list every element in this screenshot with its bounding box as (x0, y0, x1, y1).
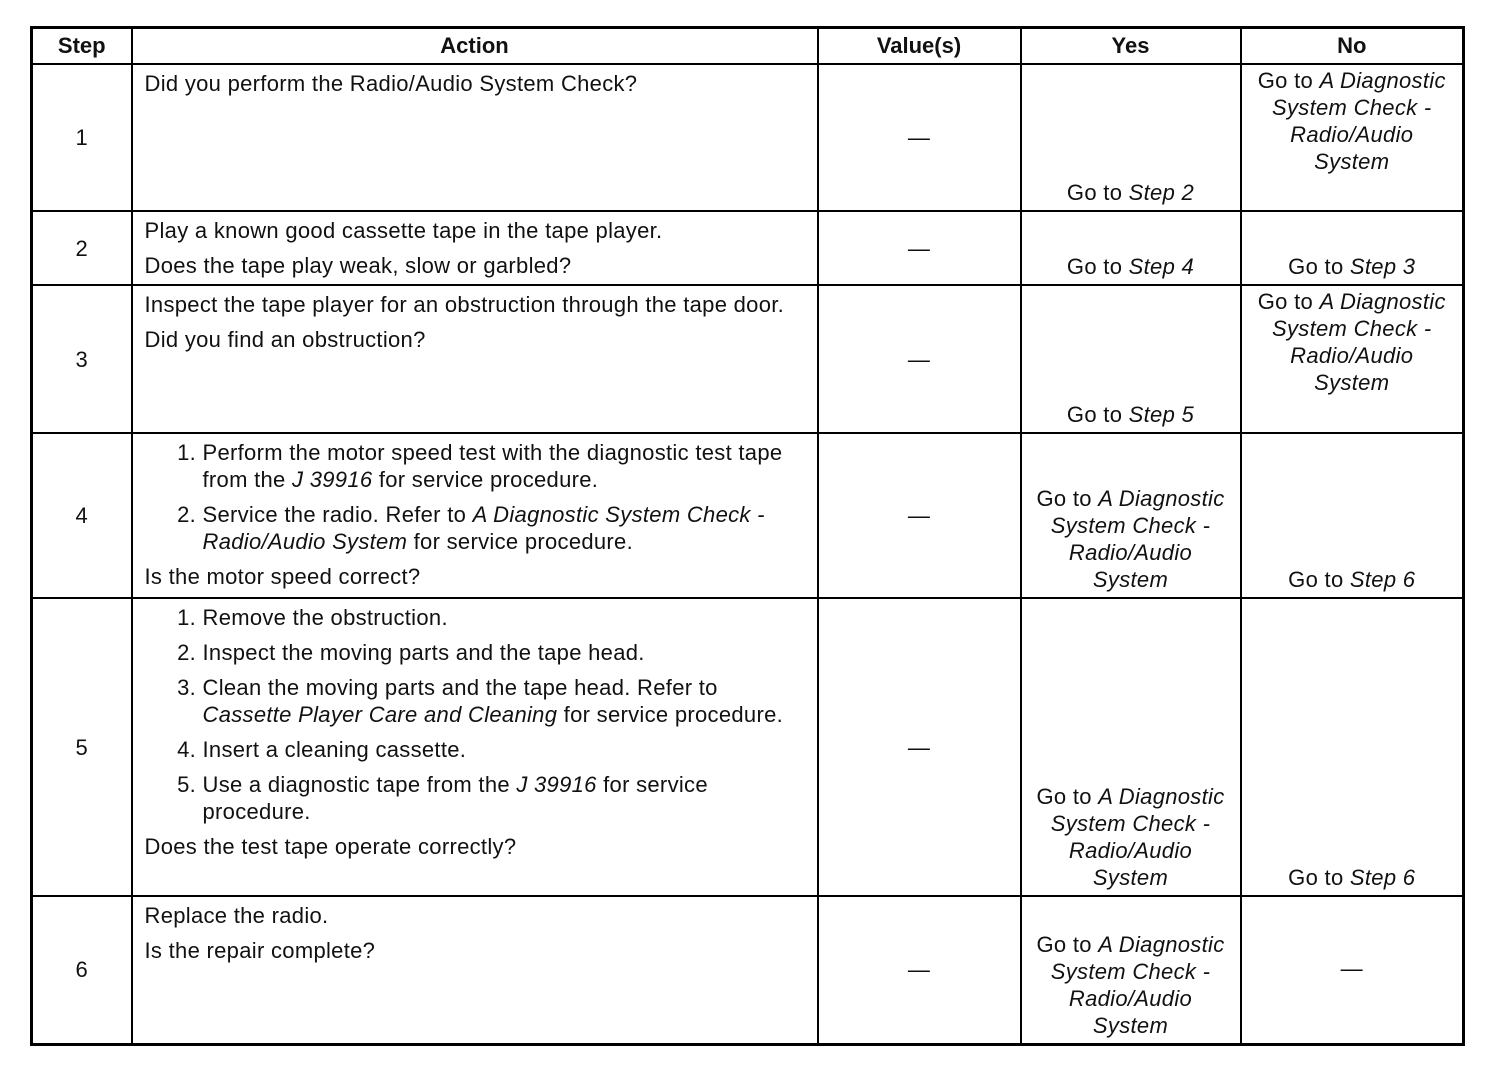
list-item: 2. Inspect the moving parts and the tape head. (203, 639, 807, 666)
action-steps (145, 439, 807, 555)
action-text: Did you perform the Radio/Audio System Check? (144, 71, 638, 96)
action-cell (132, 285, 818, 433)
header-values: Value(s) (818, 28, 1021, 65)
value-cell: — (818, 285, 1021, 433)
table-row (32, 896, 1464, 1044)
list-item (203, 771, 807, 825)
action-question: Does the test tape operate correctly? (144, 834, 517, 859)
procedure-link[interactable]: A Diagnostic System Check - Radio/Audio System (202, 502, 765, 554)
header-row (32, 28, 1464, 65)
action-text: Replace the radio. (144, 903, 329, 928)
yes-cell (1021, 285, 1241, 433)
step-number: 5 (32, 598, 132, 896)
header-action: Action (132, 28, 818, 65)
no-link[interactable]: A Diagnostic System Check - Radio/Audio System (1272, 68, 1446, 174)
no-prefix: Go to (1288, 567, 1350, 592)
action-cell (132, 64, 818, 211)
action-cell (132, 433, 818, 598)
list-item (203, 674, 807, 728)
yes-prefix: Go to (1036, 931, 1099, 957)
step-number: 4 (32, 433, 132, 598)
header-no: No (1241, 28, 1464, 65)
step-number: 1 (32, 64, 132, 211)
tool-ref: J 39916 (516, 772, 597, 797)
item-text: Use a diagnostic tape from the (202, 772, 517, 797)
value-cell: — (818, 433, 1021, 598)
procedure-link[interactable]: Cassette Player Care and Cleaning (202, 702, 558, 727)
item-text: for service procedure. (202, 772, 708, 824)
yes-link[interactable]: Step 2 (1128, 180, 1195, 205)
action-cell (132, 896, 818, 1044)
table-row (32, 598, 1464, 896)
no-cell: — (1241, 896, 1464, 1044)
item-text: for service procedure. (557, 702, 784, 727)
yes-link[interactable]: A Diagnostic System Check - Radio/Audio System (1050, 784, 1225, 890)
header-yes: Yes (1021, 28, 1241, 65)
step-number: 2 (32, 211, 132, 285)
no-link[interactable]: Step 3 (1349, 254, 1416, 279)
diagnostic-table (30, 26, 1465, 1046)
table-row (32, 433, 1464, 598)
table-row (32, 211, 1464, 285)
no-cell (1241, 64, 1464, 211)
no-prefix: Go to (1257, 68, 1320, 93)
yes-link[interactable]: Step 5 (1128, 402, 1195, 427)
item-text: for service procedure. (407, 529, 634, 554)
action-cell (132, 211, 818, 285)
step-number: 6 (32, 896, 132, 1044)
list-item: 1. Remove the obstruction. (203, 604, 807, 631)
yes-cell (1021, 598, 1241, 896)
yes-cell (1021, 211, 1241, 285)
yes-prefix: Go to (1036, 784, 1099, 809)
no-link[interactable]: Step 6 (1349, 865, 1416, 890)
yes-prefix: Go to (1066, 180, 1129, 205)
no-prefix: Go to (1257, 289, 1320, 314)
yes-prefix: Go to (1066, 402, 1129, 427)
yes-prefix: Go to (1066, 254, 1129, 279)
action-text: Play a known good cassette tape in the tape player. (144, 218, 663, 243)
action-text: Inspect the tape player for an obstruction through the tape door. (144, 292, 785, 317)
action-question: Is the motor speed correct? (144, 564, 421, 589)
list-item (203, 439, 807, 493)
action-question: Does the tape play weak, slow or garbled? (144, 253, 572, 278)
list-item (203, 501, 807, 555)
action-steps (145, 604, 807, 825)
no-cell (1241, 285, 1464, 433)
no-link[interactable]: A Diagnostic System Check - Radio/Audio System (1272, 289, 1446, 395)
no-prefix: Go to (1288, 254, 1350, 279)
item-text: for service procedure. (372, 467, 599, 492)
step-number: 3 (32, 285, 132, 433)
yes-link[interactable]: A Diagnostic System Check - Radio/Audio System (1050, 486, 1225, 592)
no-link[interactable]: Step 6 (1349, 567, 1416, 592)
item-text: Clean the moving parts and the tape head. Refer to (202, 675, 718, 700)
tool-ref: J 39916 (292, 467, 373, 492)
value-cell: — (818, 211, 1021, 285)
value-cell: — (818, 598, 1021, 896)
value-cell: — (818, 896, 1021, 1044)
yes-link[interactable]: A Diagnostic System Check - Radio/Audio System (1050, 931, 1225, 1038)
table-row (32, 64, 1464, 211)
no-cell (1241, 598, 1464, 896)
item-text: Service the radio. Refer to (202, 502, 473, 527)
value-cell: — (818, 64, 1021, 211)
header-step: Step (32, 28, 132, 65)
table-row (32, 285, 1464, 433)
yes-cell (1021, 896, 1241, 1044)
yes-cell (1021, 433, 1241, 598)
item-text: Perform the motor speed test with the diagnostic test tape from the (202, 440, 783, 492)
no-cell (1241, 433, 1464, 598)
no-cell (1241, 211, 1464, 285)
yes-cell (1021, 64, 1241, 211)
action-cell (132, 598, 818, 896)
action-question: Did you find an obstruction? (144, 327, 426, 352)
yes-prefix: Go to (1036, 486, 1099, 511)
action-question: Is the repair complete? (144, 938, 376, 963)
list-item: 4. Insert a cleaning cassette. (203, 736, 807, 763)
yes-link[interactable]: Step 4 (1128, 254, 1195, 279)
no-prefix: Go to (1288, 865, 1350, 890)
